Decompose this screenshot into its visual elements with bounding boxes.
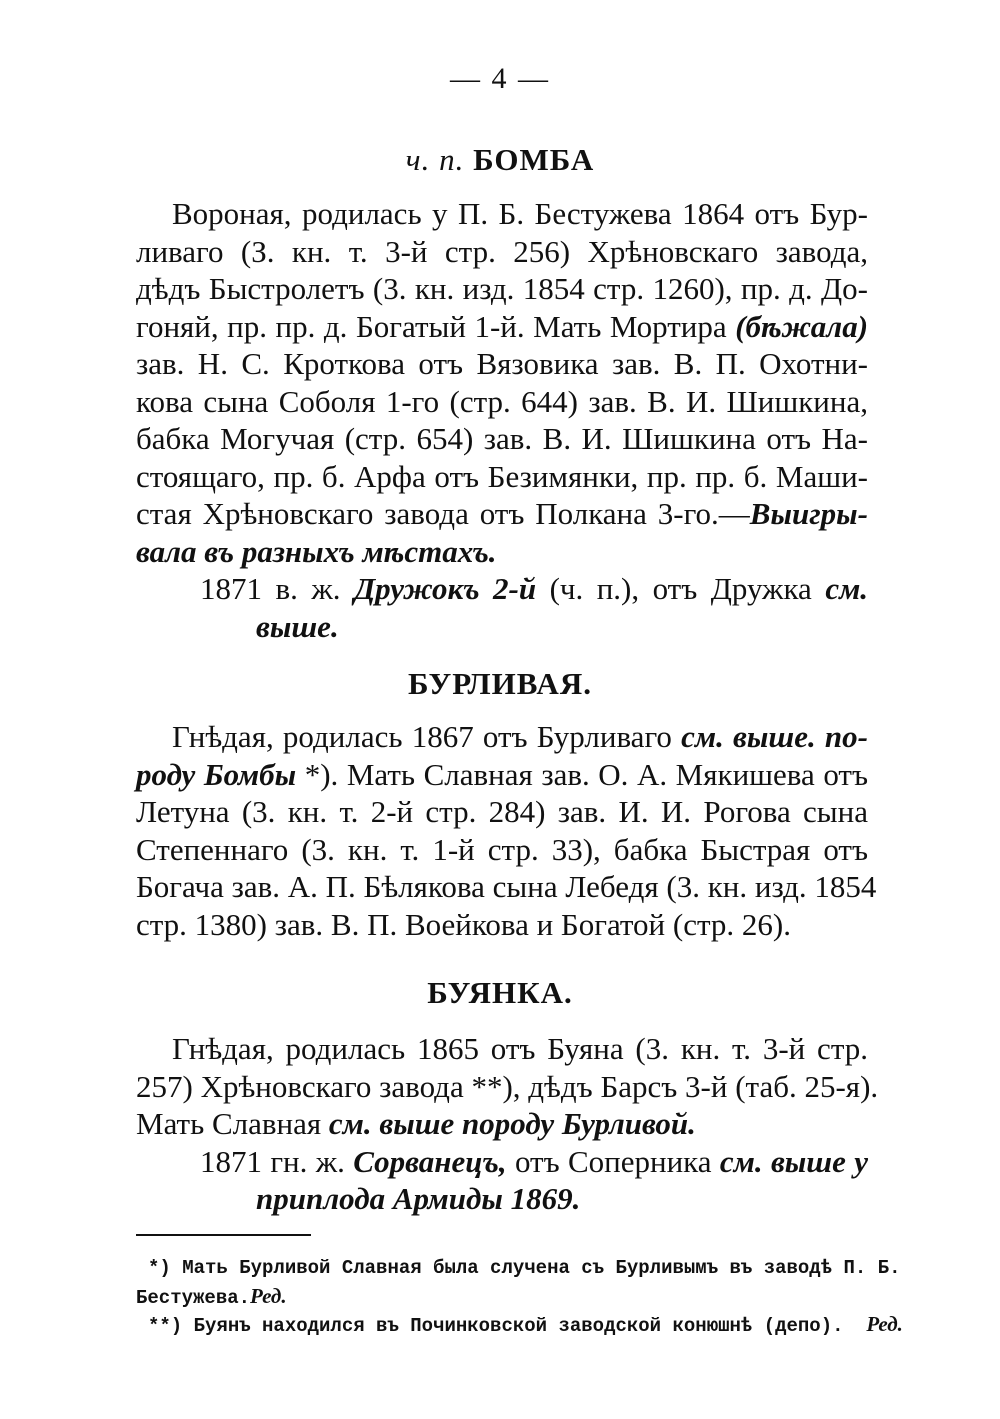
italic-span: выше.: [256, 608, 339, 644]
heading-title: БУЯНКА.: [427, 975, 573, 1010]
italic-span: см.: [825, 571, 869, 606]
text-line: [136, 718, 868, 756]
section-heading-bomba: [0, 142, 1000, 178]
heading-title: БОМБА: [473, 142, 595, 177]
text-span: 1871 в. ж.: [200, 571, 341, 606]
heading-prefix: ч. п.: [405, 142, 465, 177]
text-span: отъ Соперника: [514, 1143, 712, 1179]
text-line: [136, 495, 868, 533]
italic-span: см. выше. по-: [681, 719, 868, 754]
offspring-line: [136, 570, 868, 608]
text-span: 1871 гн. ж.: [200, 1143, 345, 1179]
footnote-1: [136, 1254, 901, 1312]
text-span: **) Буянъ находился въ Починковской заводской конюшнѣ (депо).: [148, 1315, 844, 1337]
text-line: зав. Н. С. Кроткова отъ Вязовика зав. В. П. Охотни-: [136, 346, 868, 381]
italic-span: Выигры-: [749, 496, 868, 531]
footnote-line: *) Мать Бурливой Славная была случена съ Бурливымъ въ заводѣ П. Б.: [148, 1257, 901, 1279]
text-line: Богача зав. А. П. Бѣлякова сына Лебедя (3. кн. изд. 1854: [136, 869, 877, 904]
paragraph-burlivaya: [136, 718, 877, 943]
text-span: Мать Славная: [136, 1106, 322, 1141]
text-line: Гнѣдая, родилась 1865 отъ Буяна (3. кн. т. 3-й стр.: [172, 1031, 868, 1066]
text-line: [136, 533, 868, 571]
footnote-line: [136, 1282, 866, 1312]
text-span: (ч. п.), отъ Дружка: [549, 571, 812, 606]
italic-span: Дружокъ 2-й: [353, 571, 537, 606]
italic-span: см. выше породу Бурливой.: [328, 1106, 696, 1141]
footnote-divider: [136, 1234, 311, 1236]
text-line: [136, 1105, 868, 1143]
section-heading-burlivaya: [0, 666, 1000, 702]
footnote-2: [136, 1310, 903, 1340]
text-span: *). Мать Славная зав. О. А. Мякишева отъ: [304, 756, 869, 792]
italic-span: вала въ разныхъ мѣстахъ.: [136, 533, 497, 569]
editor-mark: Ред.: [250, 1284, 287, 1308]
text-line: 257) Хрѣновскаго завода **), дѣдъ Барсъ 3-й (таб. 25-я).: [136, 1068, 879, 1104]
paragraph-buyanka: [136, 1030, 879, 1218]
text-line: [136, 756, 868, 794]
text-line: стр. 1380) зав. В. П. Воейкова и Богатой (стр. 26).: [136, 906, 791, 942]
italic-span: роду Бомбы: [136, 756, 297, 792]
italic-span: (бѣжала): [735, 308, 869, 344]
text-line: Степеннаго (3. кн. т. 1-й стр. 33), бабка Быстрая отъ: [136, 831, 868, 867]
text-span: гоняй, пр. пр. д. Богатый 1-й. Мать Мортира: [136, 308, 727, 344]
page-number: — 4 —: [450, 62, 550, 95]
offspring-line: [136, 608, 868, 646]
text-line: стоящаго, пр. б. Арфа отъ Безимянки, пр. пр. б. Маши-: [136, 458, 868, 494]
text-line: Вороная, родилась у П. Б. Бестужева 1864 отъ Бур-: [172, 196, 868, 231]
text-line: Летуна (3. кн. т. 2-й стр. 284) зав. И. И. Рогова сына: [136, 794, 868, 829]
section-heading-buyanka: [0, 975, 1000, 1011]
text-span: Гнѣдая, родилась 1867 отъ Бурливаго: [172, 719, 672, 754]
text-line: бабка Могучая (стр. 654) зав. В. И. Шишкина отъ На-: [136, 421, 868, 456]
text-line: кова сына Соболя 1-го (стр. 644) зав. В. И. Шишкина,: [136, 383, 868, 419]
footnote-line: [136, 1310, 903, 1340]
text-line: дѣдъ Быстролетъ (3. кн. изд. 1854 стр. 1260), пр. д. До-: [136, 271, 868, 306]
italic-span: приплода Армиды 1869.: [256, 1181, 581, 1216]
text-span: стая Хрѣновскаго завода отъ Полкана 3-го.—: [136, 496, 750, 531]
paragraph-bomba: [136, 195, 868, 645]
text-line: [136, 308, 868, 346]
editor-mark: Ред.: [866, 1312, 903, 1336]
offspring-line: [136, 1143, 868, 1181]
text-line: ливаго (З. кн. т. 3-й стр. 256) Хрѣновскаго завода,: [136, 233, 868, 269]
text-span: Бестужева.: [136, 1287, 251, 1309]
italic-span: Сорванецъ,: [353, 1143, 507, 1179]
italic-span: см. выше у: [719, 1143, 868, 1179]
offspring-line: [136, 1180, 868, 1218]
heading-title: БУРЛИВАЯ.: [408, 666, 592, 701]
